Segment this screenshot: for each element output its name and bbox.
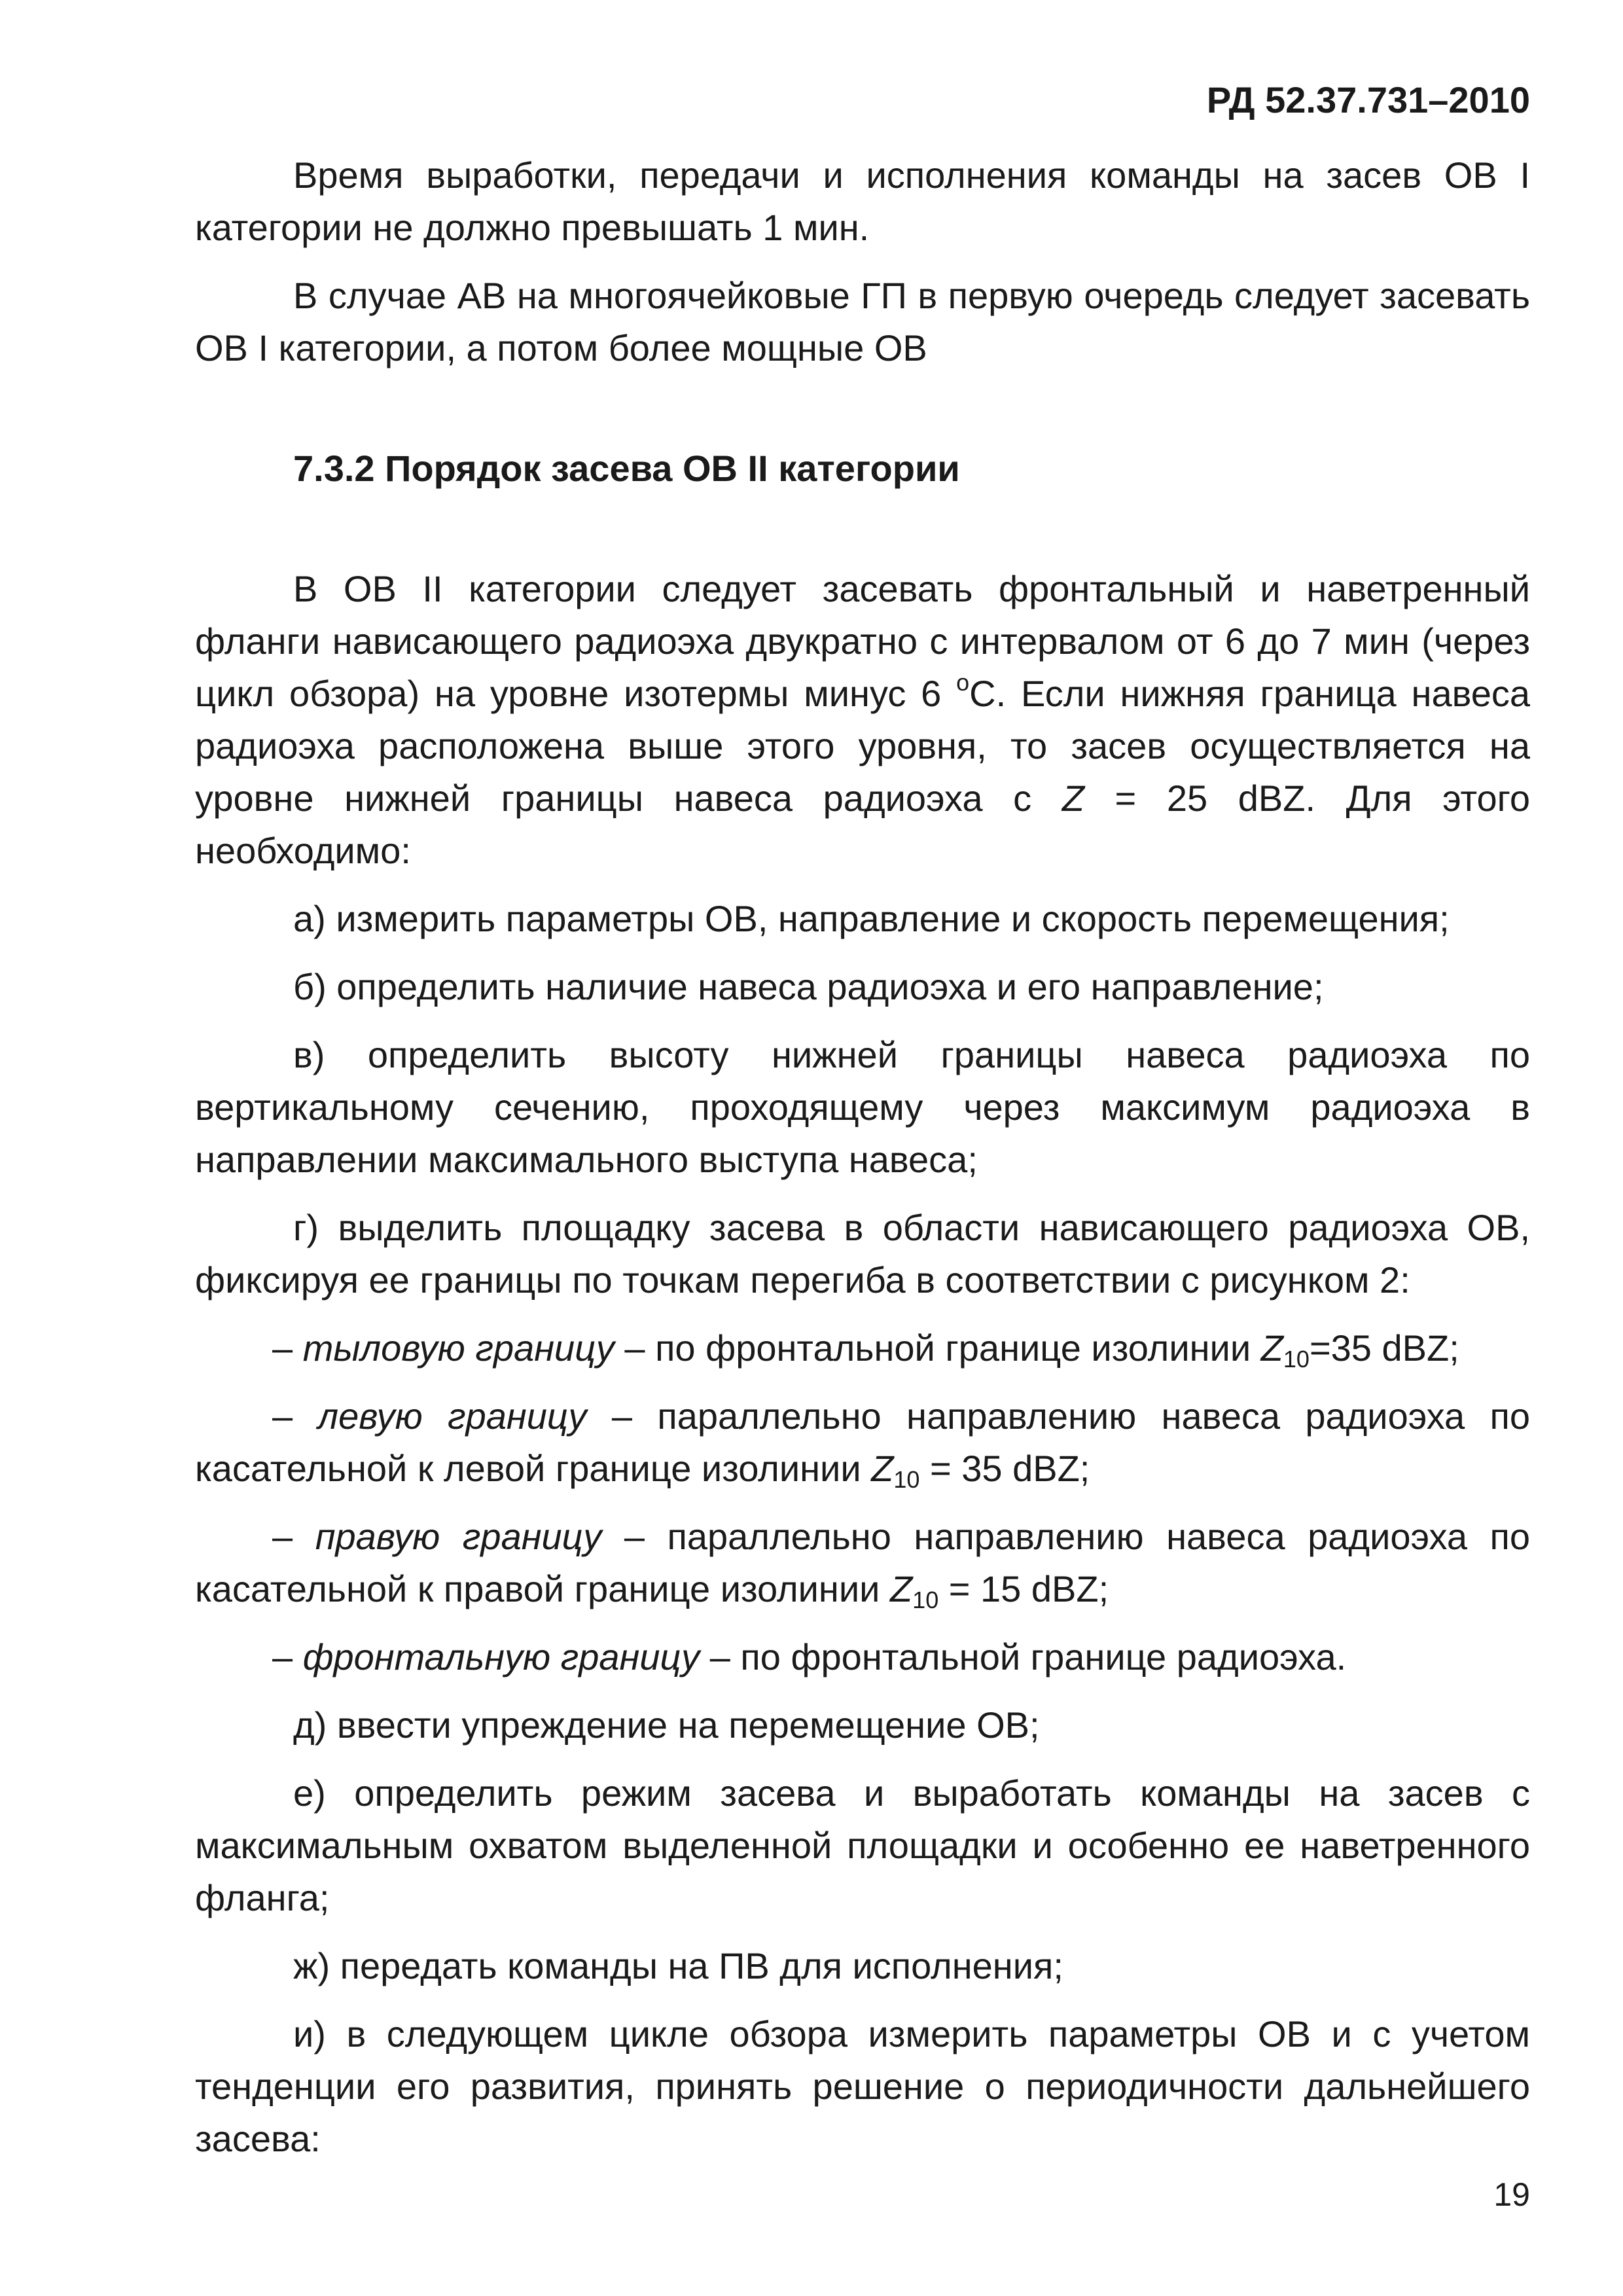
paragraph-multicell-order: В случае АВ на многоячейковые ГП в первую очередь следует засевать ОВ I категории, а потом более мощные ОВ [195, 275, 1530, 368]
dash-term: правую границу [315, 1516, 602, 1557]
list-item-a: а) измерить параметры ОВ, направление и скорость перемещения; [293, 898, 1450, 939]
list-item-d: д) ввести упреждение на перемещение ОВ; [293, 1704, 1040, 1746]
list-item-v: в) определить высоту нижней границы навеса радиоэха по вертикальному сечению, проходящему через максимум радиоэха в направлении максимального выступа навеса; [195, 1034, 1530, 1180]
dash-item-right-boundary [195, 1511, 1530, 1615]
degree-sign: о [956, 669, 970, 696]
dash-text: – по фронтальной границе изолинии [614, 1327, 1261, 1369]
paragraph-category-two-seeding [195, 563, 1530, 877]
z-subscript: 10 [1283, 1346, 1310, 1372]
paragraph-command-time: Время выработки, передачи и исполнения команды на засев ОВ I категории не должно превышать 1 мин. [195, 154, 1530, 248]
dash-mark: – [272, 1395, 318, 1437]
section-title: 7.3.2 Порядок засева ОВ II категории [293, 448, 960, 489]
z-symbol: Z [889, 1568, 913, 1609]
dash-item-front-boundary [195, 1631, 1530, 1683]
z-symbol: Z [1260, 1327, 1283, 1369]
list-item-i: и) в следующем цикле обзора измерить параметры ОВ и с учетом тенденции его развития, принять решение о периодичности дальнейшего засева: [195, 2013, 1530, 2159]
page-content [195, 149, 1530, 2165]
dash-mark: – [272, 1327, 303, 1369]
z-symbol: Z [1061, 778, 1084, 819]
list-item-b: б) определить наличие навеса радиоэха и его направление; [293, 966, 1324, 1007]
paragraph-text-part2: С. Если нижняя граница навеса радиоэха расположена выше этого уровня, то засев осуществляется на уровне нижней границы навеса радиоэха с [195, 673, 1530, 819]
dash-item-rear-boundary [195, 1322, 1530, 1374]
list-item-g: г) выделить площадку засева в области нависающего радиоэха ОВ, фиксируя ее границы по точкам перегиба в соответствии с рисунком 2: [195, 1207, 1530, 1300]
dash-text: – по фронтальной границе радиоэха. [700, 1636, 1347, 1677]
z-subscript: 10 [912, 1587, 939, 1613]
dash-item-left-boundary [195, 1390, 1530, 1495]
dash-tail: = 35 dBZ; [919, 1448, 1090, 1489]
paragraph-text-part1: В ОВ II категории следует засевать фронтальный и наветренный фланги нависающего радиоэха двукратно с интервалом от 6 до 7 мин (через цикл обзора) на уровне изотермы минус 6 [195, 568, 1530, 714]
dash-tail: =35 dBZ; [1309, 1327, 1459, 1369]
list-item-e: е) определить режим засева и выработать команды на засев с максимальным охватом выделенной площадки и особенно ее наветренного фланга; [195, 1772, 1530, 1918]
dash-term: фронтальную границу [302, 1636, 700, 1677]
dash-mark: – [272, 1636, 303, 1677]
page-number: 19 [1493, 2176, 1530, 2213]
document-code-header: РД 52.37.731–2010 [1206, 79, 1530, 120]
dash-term: левую границу [317, 1395, 587, 1437]
dash-text: – параллельно направлению навеса радиоэха по касательной к левой границе изолинии [195, 1395, 1530, 1489]
z-symbol: Z [871, 1448, 894, 1489]
dash-term: тыловую границу [302, 1327, 615, 1369]
dash-tail: = 15 dBZ; [938, 1568, 1109, 1609]
z-subscript: 10 [893, 1466, 920, 1493]
paragraph-text-part3: = 25 dBZ. Для этого необходимо: [195, 778, 1530, 871]
list-item-zh: ж) передать команды на ПВ для исполнения; [293, 1945, 1063, 1986]
dash-text: – параллельно направлению навеса радиоэха по касательной к правой границе изолинии [195, 1516, 1530, 1609]
dash-mark: – [272, 1516, 315, 1557]
